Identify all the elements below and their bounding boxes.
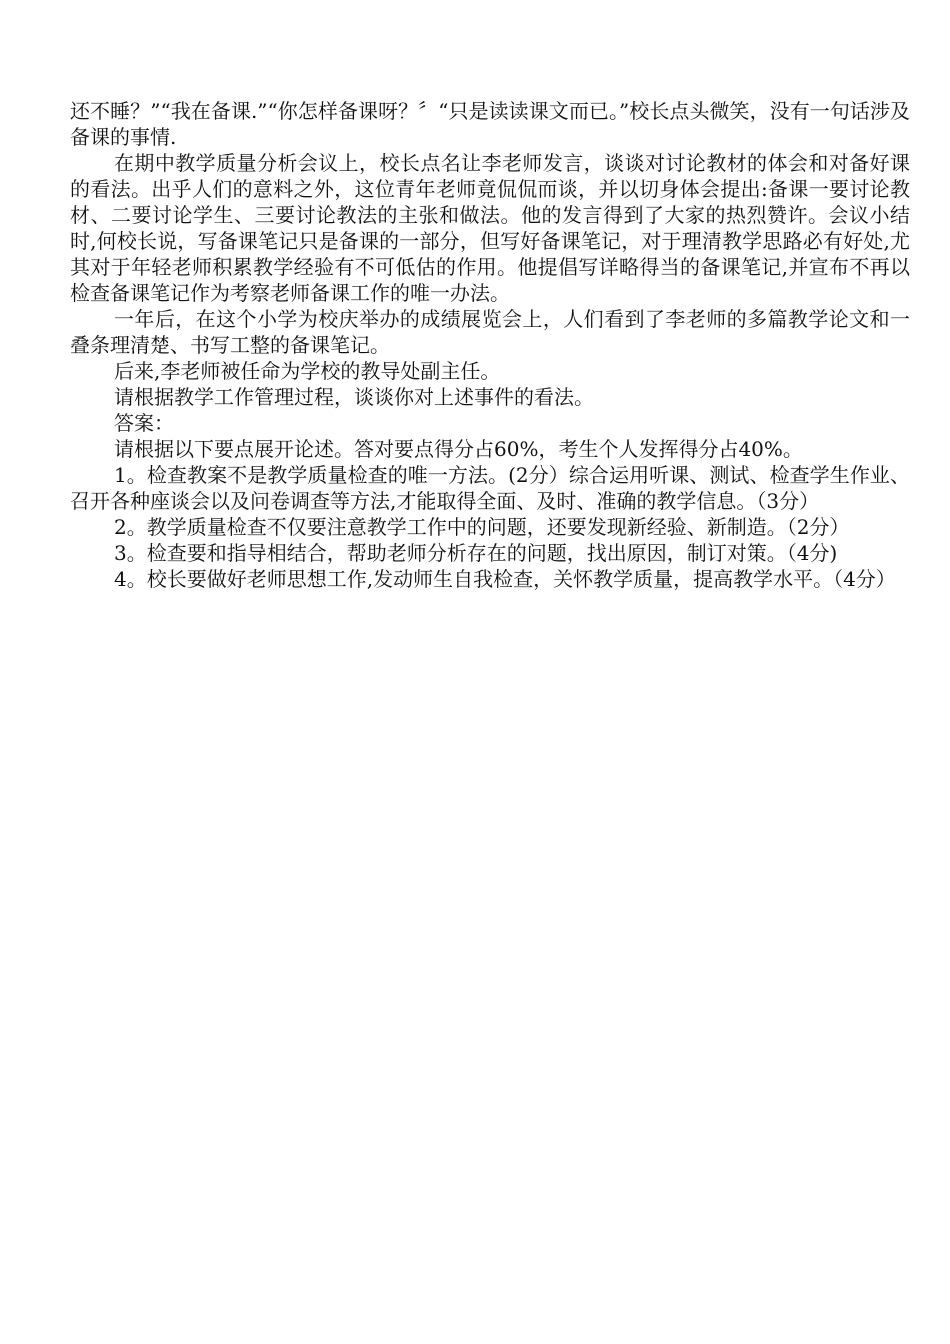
paragraph-meeting: 在期中教学质量分析会议上，校长点名让李老师发言，谈谈对讨论教材的体会和对备好课的看法。出乎人们的意料之外，这位青年老师竟侃侃而谈，并以切身体会提出:备课一要讨论教材、二要讨论学生、三要讨论教法的主张和做法。他的发言得到了大家的热烈赞许。会议小结时,何校长说，写备课笔记只是备课的一部分，但写好备课笔记，对于理清教学思路必有好处,尤其对于年轻老师积累教学经验有不可低估的作用。他提倡写详略得当的备课笔记,并宣布不再以检查备课笔记作为考察老师备课工作的唯一办法。 <box>70 151 910 305</box>
document-page <box>70 98 910 592</box>
answer-point-1: 1。检查教案不是教学质量检查的唯一方法。(2分）综合运用听课、测试、检查学生作业、召开各种座谈会以及问卷调查等方法,才能取得全面、及时、准确的教学信息。（3分） <box>70 463 910 513</box>
answer-point-4: 4。校长要做好老师思想工作,发动师生自我检查，关怀教学质量，提高教学水平。（4分） <box>114 567 896 591</box>
answer-point-2: 2。教学质量检查不仅要注意教学工作中的问题，还要发现新经验、新制造。（2分） <box>114 515 850 539</box>
question-prompt: 请根据教学工作管理过程，谈谈你对上述事件的看法。 <box>114 385 594 409</box>
answer-scoring-note: 请根据以下要点展开论述。答对要点得分占60%，考生个人发挥得分占40%。 <box>114 437 803 461</box>
answer-heading: 答案： <box>114 411 174 435</box>
paragraph-one-year-later: 一年后，在这个小学为校庆举办的成绩展览会上，人们看到了李老师的多篇教学论文和一叠条理清楚、书写工整的备课笔记。 <box>70 307 910 357</box>
paragraph-promotion: 后来,李老师被任命为学校的教导处副主任。 <box>114 359 501 383</box>
answer-point-3: 3。检查要和指导相结合，帮助老师分析存在的问题，找出原因，制订对策。（4分) <box>114 541 838 565</box>
paragraph-dialogue-continuation: 还不睡？”“我在备课.”“你怎样备课呀？〞“只是读读课文而已。”校长点头微笑，没有一句话涉及备课的事情. <box>70 99 910 149</box>
